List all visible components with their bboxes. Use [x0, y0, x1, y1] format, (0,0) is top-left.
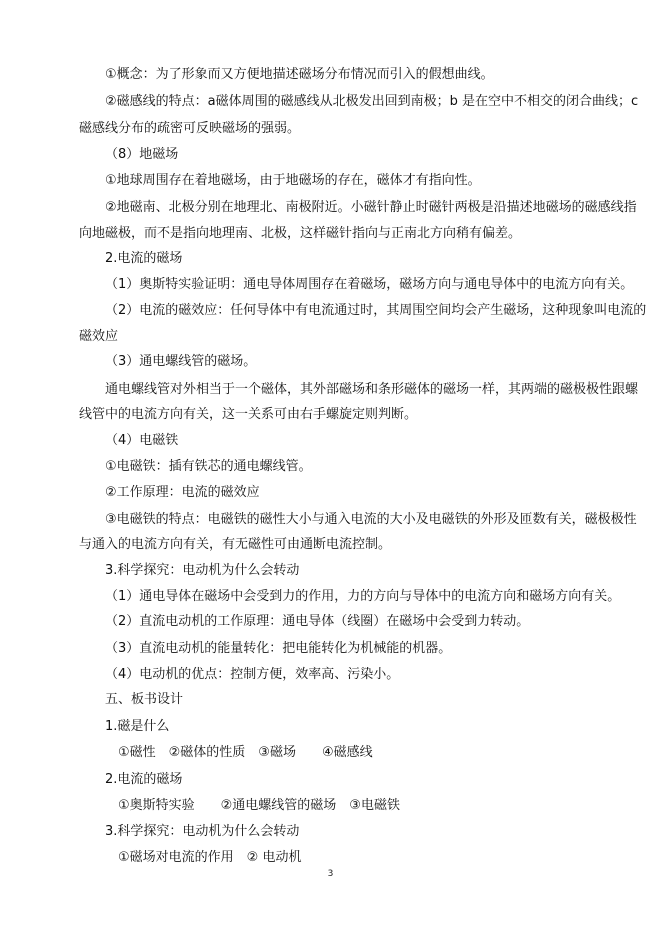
- text-line: （8）地磁场: [105, 147, 179, 162]
- text-line: 与通入的电流方向有关，有无磁性可由通断电流控制。: [79, 537, 392, 552]
- text-line: 磁感线分布的疏密可反映磁场的强弱。: [79, 121, 301, 136]
- text-line: 向地磁极，而不是指向地理南、北极，这样磁针指向与正南北方向稍有偏差。: [79, 226, 522, 241]
- text-line: ①概念：为了形象而又方便地描述磁场分布情况而引入的假想曲线。: [105, 67, 494, 82]
- text-line: （2）电流的磁效应：任何导体中有电流通过时，其周围空间均会产生磁场，这种现象叫电流的: [105, 303, 647, 318]
- section-heading: 3.科学探究：电动机为什么会转动: [105, 563, 300, 578]
- text-line: （4）电磁铁: [105, 433, 179, 448]
- subsection-heading: 2.电流的磁场: [105, 772, 183, 787]
- subsection-heading: 1.磁是什么: [105, 719, 170, 734]
- text-line: （3）直流电动机的能量转化：把电能转化为机械能的机器。: [105, 641, 452, 656]
- text-line: ①电磁铁：插有铁芯的通电螺线管。: [105, 459, 312, 474]
- text-line: ①磁性 ②磁体的性质 ③磁场 ④磁感线: [118, 745, 373, 760]
- text-line: ①奥斯特实验 ②通电螺线管的磁场 ③电磁铁: [118, 798, 400, 813]
- text-line: ①磁场对电流的作用 ② 电动机: [118, 850, 302, 865]
- page-number: 3: [327, 869, 334, 879]
- text-line: （2）直流电动机的工作原理：通电导体（线圈）在磁场中会受到力转动。: [105, 614, 530, 629]
- subsection-heading: 3.科学探究：电动机为什么会转动: [105, 824, 300, 839]
- text-line: ②磁感线的特点：a磁体周围的磁感线从北极发出回到南极；b 是在空中不相交的闭合曲线；c: [105, 94, 639, 109]
- text-line: 通电螺线管对外相当于一个磁体，其外部磁场和条形磁体的磁场一样，其两端的磁极极性跟螺: [105, 382, 639, 397]
- text-line: ②工作原理：电流的磁效应: [105, 485, 260, 500]
- text-line: （1）奥斯特实验证明：通电导体周围存在着磁场，磁场方向与通电导体中的电流方向有关。: [105, 277, 634, 292]
- text-line: ②地磁南、北极分别在地理北、南极附近。小磁针静止时磁针两极是沿描述地磁场的磁感线指: [105, 200, 637, 215]
- text-line: ③电磁铁的特点：电磁铁的磁性大小与通入电流的大小及电磁铁的外形及匝数有关，磁极极性: [105, 512, 637, 527]
- text-line: 磁效应: [79, 329, 119, 344]
- text-line: ①地球周围存在着地磁场，由于地磁场的存在，磁体才有指向性。: [105, 173, 481, 188]
- text-line: 线管中的电流方向有关，这一关系可由右手螺旋定则判断。: [79, 407, 418, 422]
- text-line: （4）电动机的优点：控制方便，效率高、污染小。: [105, 667, 400, 682]
- section-heading: 2.电流的磁场: [105, 251, 183, 266]
- text-line: （3）通电螺线管的磁场。: [105, 354, 257, 369]
- section-heading: 五、板书设计: [105, 692, 184, 707]
- text-line: （1）通电导体在磁场中会受到力的作用，力的方向与导体中的电流方向和磁场方向有关。: [105, 589, 621, 604]
